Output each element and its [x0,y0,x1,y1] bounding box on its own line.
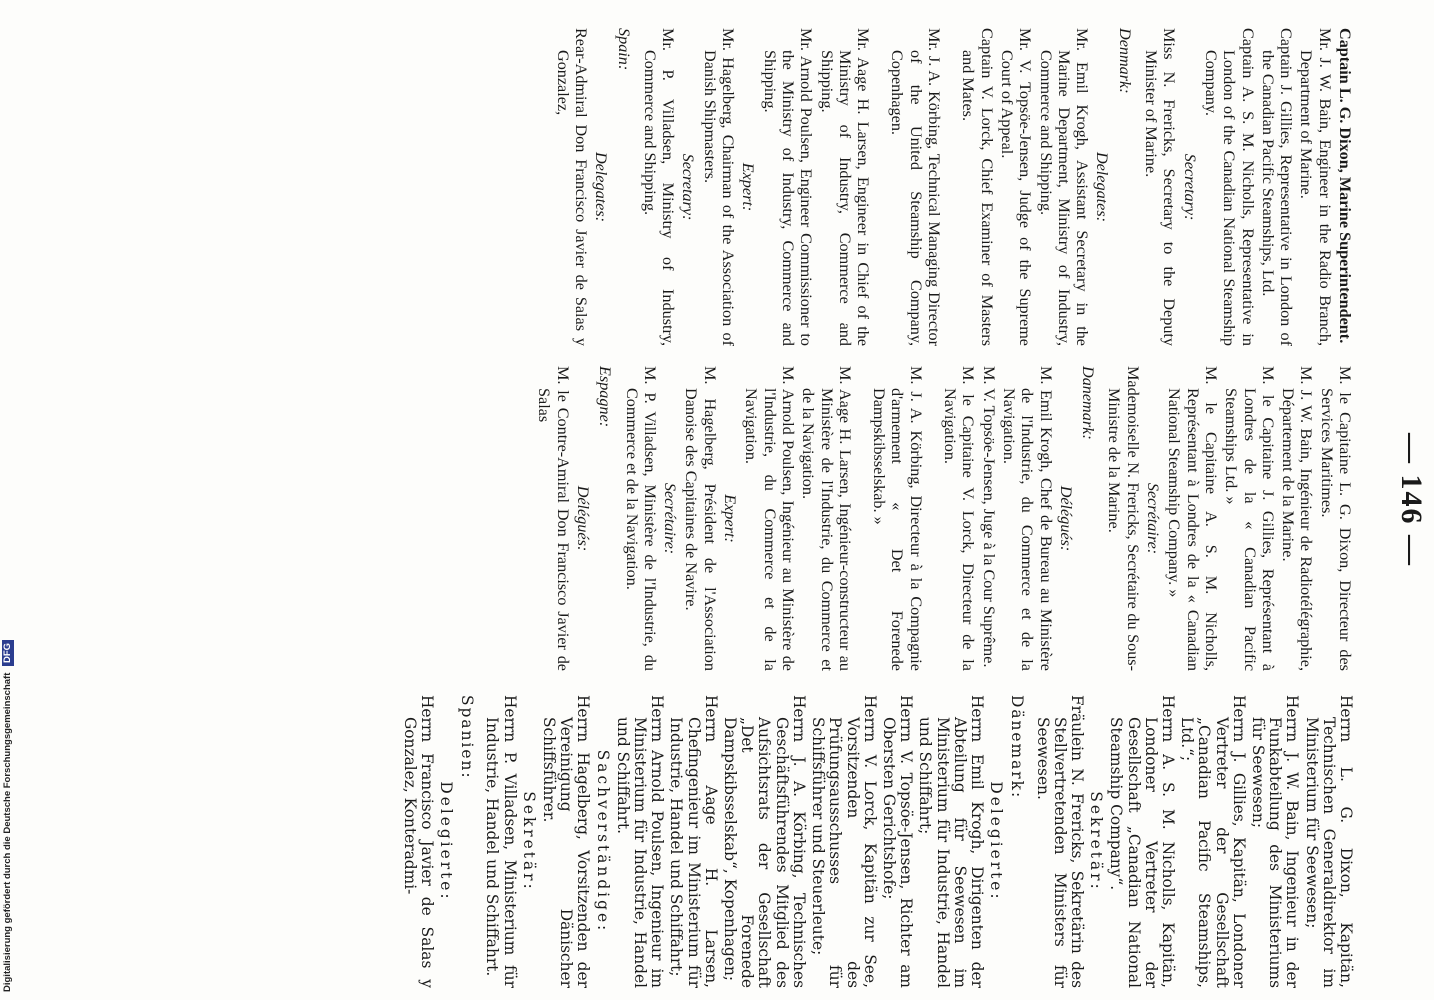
role-heading: Secretary: [1180,153,1199,221]
spacer [943,28,957,346]
delegate-entry: M. le Capitaine J. Gillies, Représentant à Londres de la « Canadian Pacific Steamships Ltd. » [1222,366,1277,671]
french-column [533,366,1354,671]
delegate-entry: Captain A. S. M. Nicholls, Representative in London of the Canadian National Steamship Company. [1201,28,1257,346]
dfg-logo: DFG [2,640,14,666]
delegate-entry: Mr. J. A. Körbing, Technical Managing Director of the United Steamship Company, Copenhagen. [888,28,944,346]
role-heading: Sekretär: [1087,791,1106,892]
role-heading: Délégués: [1056,485,1075,552]
delegate-entry: M. Hagelberg, Président de l'Association Danoise des Capitaines de Navire. [682,366,719,671]
delegate-entry: Mr. Arnold Poulsen, Engineer Commissioner to the Ministry of Industry, Commerce and Shipping. [760,28,816,346]
delegate-entry: Herrn A. S. M. Nicholls, Kapitän, Londoner Vertreter der Gesellschaft „Canadian National Steamship Company“. [1107,695,1177,988]
delegate-entry: Herrn L. G. Dixon, Kapitän, Technischen Generaldirektor im Ministerium für Seewesen; [1302,695,1355,988]
role-heading: Expert: [721,494,740,543]
country-heading: Spanien: [458,695,477,780]
delegate-entry: Herrn J. W. Bain, Ingenieur in der Funkabteilung des Ministeriums für Seewesen; [1248,695,1302,988]
delegate-entry: Captain J. Gillies, Representative in London of the Canadian Pacific Steamships, Ltd. [1258,28,1296,346]
role-heading: Delegierte: [987,781,1006,902]
delegate-entry: M. J. W. Bain, Ingénieur de Radiotélégraphie, Département de la Marine. [1279,366,1316,671]
delegate-entry: Herrn V. Topsöe-Jensen, Richter am Obersten Gerichtshofe; [879,695,916,988]
country-heading: Danemark: [1079,366,1098,440]
delegate-entry: Herrn Aage H. Larsen, Chefingenieur im Ministerium für Industrie, Handel und Schiffahrt; [667,695,720,988]
delegate-entry: M. P. Villadsen, Ministère de l'Industrie, du Commerce et de la Navigation. [622,366,659,671]
delegate-entry: Herrn J. Gillies, Kapitän, Londoner Vertreter der Gesellschaft „Canadian Pacific Steamships, Ltd.“; [1178,695,1248,988]
delegate-entry: Herrn V. Lorck, Kapitän zur See, Vorsitzenden des Prüfungsausschusses für Schiffsführer und Steuerleute; [809,695,879,988]
delegate-entry: Mr. Aage H. Larsen, Engineer in Chief of the Ministry of Industry, Commerce and Shipping. [817,28,873,346]
role-heading: Sachverständige: [593,749,612,934]
role-heading: Delegates: [592,151,611,223]
country-heading: Spain: [614,28,633,71]
delegate-entry: Mr. P. Villadsen, Ministry of Industry, Commerce and Shipping. [640,28,678,346]
page-number: — 146 — [1395,433,1428,567]
delegate-entry: Fräulein N. Frericks, Sekretärin des Stellvertretenden Ministers für Seewesen. [1033,695,1086,988]
role-heading: Secrétaire: [1144,482,1163,555]
delegate-entry: Mr. J. W. Bain, Engineer in the Radio Branch, Department of Marine. [1297,28,1334,346]
country-heading: Denmark: [1115,28,1134,94]
delegate-entry: Mr. Emil Krogh, Assistant Secretary in the Marine Department, Ministry of Industry, Commerce and Shipping. [1036,28,1092,346]
spacer [854,366,868,671]
delegate-entry: Captain V. Lorck, Chief Examiner of Masters and Mates. [959,28,996,346]
footer-strip [2,600,14,992]
delegate-entry: Mr. V. Topsöe-Jensen, Judge of the Supreme Court of Appeal. [997,28,1035,346]
delegate-entry: M. Aage H. Larsen, Ingénieur-constructeur au Ministère de l'Industrie, du Commerce et de la Navigation. [799,366,854,671]
delegate-entry: Herrn Emil Krogh, Dirigenten der Abteilung für Seewesen im Ministerium für Industrie, Handel und Schiffahrt; [916,695,986,988]
delegate-entry: Herrn Francisco Javier de Salas y Gonzalez, Konteradmi- [400,695,436,988]
delegate-entry: Herrn J. A. Körbing, Technisches Geschäftsführendes Mitglied des Aufsichtsrats der Gesellschaft „Det Forenede Dampskibsselskab“, Kopenhagen; [721,695,808,988]
delegate-entry: M. V. Topsöe-Jensen, Juge à la Cour Suprême. [979,366,998,668]
delegate-entry: M. Emil Krogh, Chef de Bureau au Ministère de l'Industrie, du Commerce et de la Navigation. [999,366,1055,671]
delegate-entry: M. le Capitaine V. Lorck, Directeur de la Navigation. [941,366,978,671]
delegate-entry: Captain L. G. Dixon, Marine Superintendent. [1336,28,1354,344]
delegate-entry: M. J. A. Körbing, Directeur à la Compagnie d'armement « Det Forenede Dampskibsselskab. » [870,366,925,671]
spacer [925,366,939,671]
role-heading: Délégués: [574,485,593,552]
delegate-entry: M. le Capitaine L. G. Dixon, Directeur des Services Maritimes. [1317,366,1354,671]
english-column [551,28,1354,346]
role-heading: Delegates: [1093,151,1112,223]
role-heading: Secrétaire: [661,482,680,555]
country-heading: Espagne: [596,366,615,428]
delegate-entry: Herrn Arnold Poulsen, Ingenieur im Ministerium für Industrie, Handel und Schiffahrt. [613,695,667,988]
country-heading: Dänemark: [1008,695,1027,800]
delegate-entry: M. le Capitaine A. S. M. Nicholls, Représentant à Londres de la « Canadian National Steamship Company. » [1165,366,1220,671]
role-heading: Expert: [739,162,758,212]
spacer [872,28,886,346]
delegate-entry: Herrn Hagelberg, Vorsitzenden der Vereinigung Dänischer Schiffsführer. [540,695,593,988]
delegate-entry: M. le Contre-Amiral Don Francisco Javier de Salas [535,366,572,671]
delegate-entry: Mademoiselle N. Frericks, Secrétaire du Sous-Ministre de la Marine. [1105,366,1142,671]
delegate-entry: Mr. Hagelberg, Chairman of the Association of Danish Shipmasters. [700,28,738,346]
delegate-entry: Herrn P. Villadsen, Ministerium für Industrie, Handel und Schiffahrt. [483,695,519,988]
role-heading: Sekretär: [519,791,538,892]
funding-note: Digitalisierung gefördert durch die Deutsche Forschungsgemeinschaft [2,672,13,992]
role-heading: Secretary: [679,153,698,221]
delegate-entry: M. Arnold Poulsen, Ingénieur au Ministère de l'Industrie, du Commerce et de la Navigation. [742,366,797,671]
role-heading: Delegierte: [437,781,456,902]
delegate-entry: Rear-Admiral Don Francisco Javier de Salas y Gonzalez, [553,28,591,346]
german-column [398,695,1354,988]
delegate-entry: Miss N. Frericks, Secretary to the Deputy Minister of Marine. [1142,28,1179,346]
